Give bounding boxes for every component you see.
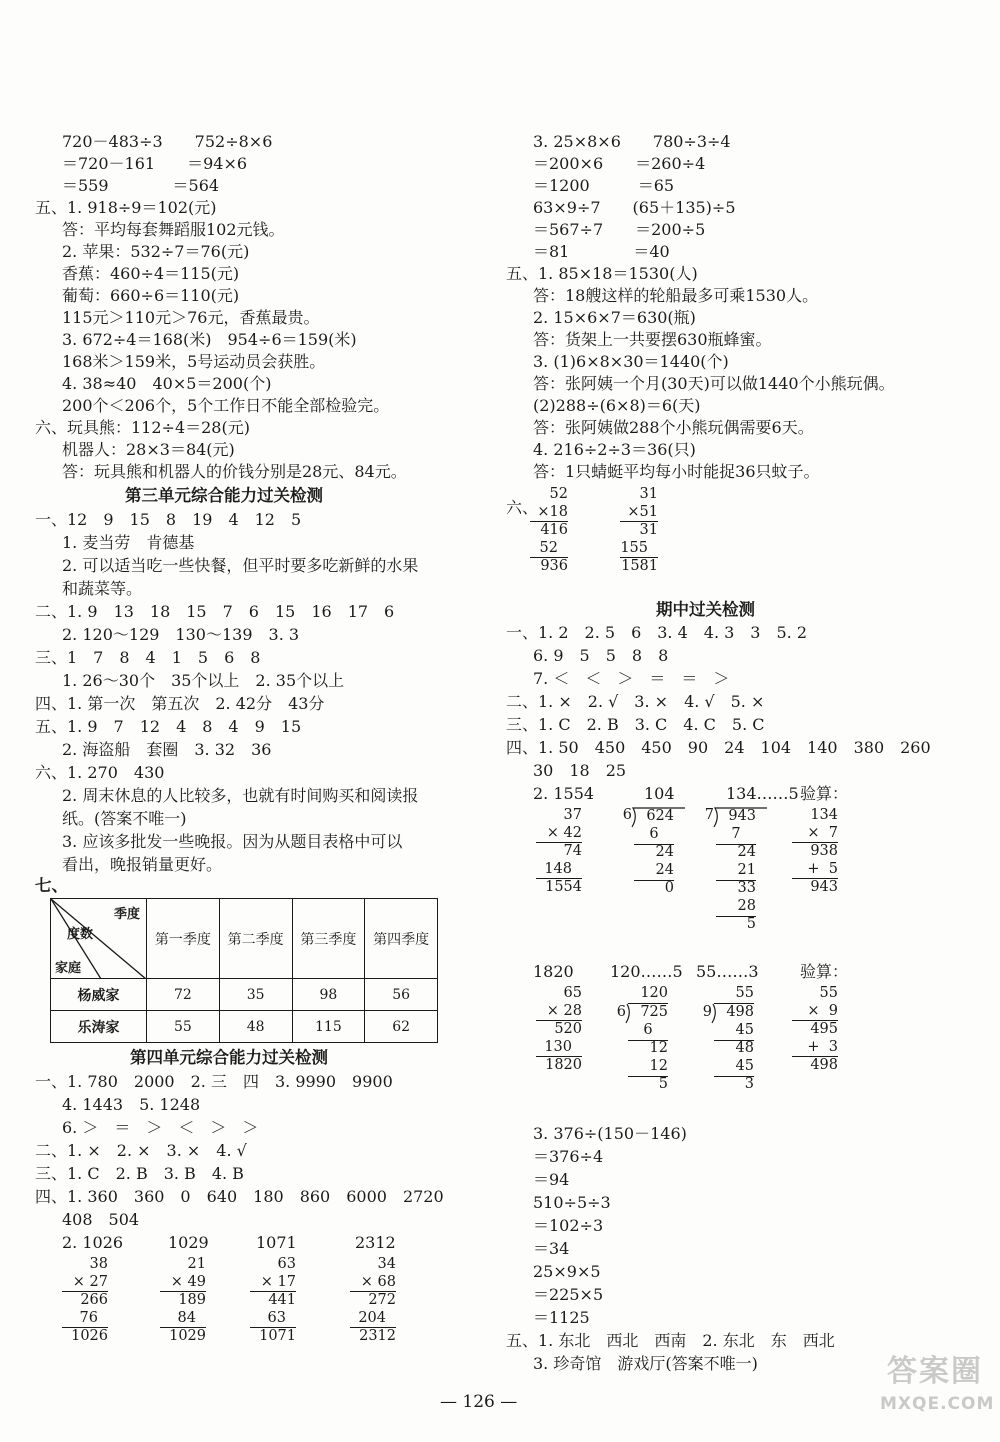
text-line: 200个＜206个，5个工作日不能全部检验完。: [62, 396, 390, 415]
vertical-multiplication: [536, 985, 582, 1075]
text-line: 3. 应该多批发一些晚报。因为从题目表格中可以: [62, 832, 403, 851]
text-line: 机器人：28×3＝84(元): [62, 440, 235, 459]
vertical-multiplication: [350, 1256, 396, 1346]
partial-product: 148: [536, 861, 582, 880]
division-step: 28: [716, 898, 756, 917]
partial-product: 76: [62, 1310, 108, 1329]
section-heading: 第三单元综合能力过关检测: [125, 486, 323, 505]
text-line: 五、1. 9 7 12 4 8 4 9 15: [35, 717, 302, 736]
text-line: ＝225×5: [533, 1285, 604, 1304]
text-line: 验算：: [800, 784, 849, 803]
header-family: 家庭: [55, 961, 82, 976]
diagonal-header-cell: [51, 899, 147, 979]
partial-product: 84: [160, 1310, 206, 1329]
text-line: 答：货架上一共要摆630瓶蜂蜜。: [533, 330, 772, 349]
operand: 34: [377, 1256, 396, 1272]
text-line: 1820: [533, 962, 574, 981]
text-line: 2. 海盗船 套圈 3. 32 36: [62, 740, 272, 759]
text-line: 三、1. C 2. B 3. B 4. B: [35, 1164, 244, 1183]
col-q1: 第一季度: [147, 899, 220, 979]
text-line: ＝567÷7 ＝200÷5: [533, 220, 706, 239]
text-line: 63×9÷7 (65＋135)÷5: [533, 198, 736, 217]
partial-product: 130: [536, 1039, 582, 1058]
operand: × 9: [792, 1003, 838, 1022]
operand: ×51: [620, 504, 658, 523]
text-line: 4. 38≈40 40×5＝200(个): [62, 374, 272, 393]
operand: × 17: [250, 1274, 296, 1293]
text-line: 一、12 9 15 8 19 4 12 5: [35, 510, 302, 529]
division-step: 24: [737, 844, 756, 860]
division-step: 24: [634, 862, 674, 881]
text-line: 2. 苹果：532÷7＝76(元): [62, 242, 250, 261]
product: 1071: [259, 1328, 296, 1344]
text-line: 六、玩具熊：112÷4＝28(元): [35, 418, 250, 437]
watermark-logo: [880, 1352, 995, 1436]
text-line: 和蔬菜等。: [62, 579, 143, 598]
check-calculation: [792, 985, 838, 1075]
long-division: [700, 985, 760, 1095]
text-line: 一、1. 2 2. 5 6 3. 4 4. 3 3 5. 2: [506, 623, 808, 642]
divisor: 6: [616, 1004, 626, 1020]
vertical-multiplication: [620, 486, 658, 576]
text-line: 看出，晚报销量更好。: [62, 855, 223, 874]
cell: 55: [147, 1011, 220, 1043]
operand: × 42: [536, 825, 582, 844]
vertical-multiplication: [536, 807, 582, 897]
section-label: 七、: [35, 876, 68, 895]
operand: 55: [819, 985, 838, 1001]
text-line: ＝376÷4: [533, 1147, 604, 1166]
text-line: 2312: [355, 1233, 396, 1252]
text-line: 7. ＜ ＜ ＞ ＝ ＝ ＞: [533, 669, 730, 688]
cell: 56: [365, 979, 438, 1011]
text-line: 四、1. 第一次 第五次 2. 42分 43分: [35, 694, 325, 713]
division-step: 12: [628, 1058, 668, 1077]
product: 1029: [169, 1328, 206, 1344]
text-line: 四、1. 50 450 450 90 24 104 140 380 260: [506, 738, 931, 757]
watermark-text: 答案圈: [887, 1354, 983, 1389]
text-line: 168米＞159米，5号运动员会获胜。: [62, 352, 326, 371]
watermark-url: MXQE.COM: [880, 1394, 995, 1414]
partial-result: 938: [810, 843, 838, 859]
text-line: 3. 672÷4＝168(米) 954÷6＝159(米): [62, 330, 357, 349]
operand: ×18: [530, 504, 568, 523]
text-line: 104: [644, 784, 675, 803]
cell: 115: [292, 1011, 365, 1043]
division-step: 7: [716, 826, 756, 845]
partial-product: 204: [350, 1310, 396, 1329]
text-line: 二、1. 9 13 18 15 7 6 15 16 17 6: [35, 602, 395, 621]
remainder: 5: [746, 916, 756, 932]
operand: × 68: [350, 1274, 396, 1293]
text-line: 答：玩具熊和机器人的价钱分别是28元、84元。: [62, 462, 407, 481]
dividend: 943: [728, 808, 756, 824]
cell: 48: [219, 1011, 292, 1043]
long-division: [702, 807, 762, 957]
cell: 35: [219, 979, 292, 1011]
quotient: 120: [628, 985, 668, 1004]
text-line: 二、1. × 2. √ 3. × 4. √ 5. ×: [506, 692, 765, 711]
remainder: 0: [664, 880, 674, 896]
section-heading: 第四单元综合能力过关检测: [130, 1048, 328, 1067]
text-line: 30 18 25: [533, 761, 627, 780]
text-line: 120……5: [610, 962, 683, 981]
text-line: 3. (1)6×8×30＝1440(个): [533, 352, 729, 371]
partial-product: 155: [620, 540, 658, 559]
text-line: 五、1. 85×18＝1530(人): [506, 264, 698, 283]
text-line: 2. 15×6×7＝630(瓶): [533, 308, 696, 327]
operand: + 5: [792, 861, 838, 880]
divisor: 9: [702, 1004, 712, 1020]
text-line: 2. 周末休息的人比较多，也就有时间购买和阅读报: [62, 786, 419, 805]
long-division: [614, 985, 674, 1095]
operand: 63: [277, 1256, 296, 1272]
operand: + 3: [792, 1039, 838, 1058]
text-line: ＝81 ＝40: [533, 242, 670, 261]
text-line: 2. 1554: [533, 784, 595, 803]
dividend: 498: [726, 1004, 754, 1020]
cell: 62: [365, 1011, 438, 1043]
operand: × 28: [536, 1003, 582, 1022]
text-line: 2. 1026: [62, 1233, 124, 1252]
text-line: ＝200×6 ＝260÷4: [533, 154, 706, 173]
operand: × 49: [160, 1274, 206, 1293]
vertical-multiplication: [160, 1256, 206, 1346]
partial-product: 63: [250, 1310, 296, 1329]
check-calculation: [792, 807, 838, 897]
text-line: 三、1. C 2. B 3. C 4. C 5. C: [506, 715, 765, 734]
text-line: 1029: [168, 1233, 209, 1252]
division-step: 6: [634, 826, 674, 845]
text-line: 4. 1443 5. 1248: [62, 1095, 201, 1114]
partial-product: 272: [368, 1292, 396, 1308]
text-line: 五、1. 东北 西北 西南 2. 东北 东 西北: [506, 1331, 835, 1350]
operand: 52: [549, 486, 568, 502]
text-line: 答：1只蜻蜓平均每小时能捉36只蚊子。: [533, 462, 820, 481]
long-division: [620, 807, 680, 917]
text-line: 2. 可以适当吃一些快餐，但平时要多吃新鲜的水果: [62, 556, 419, 575]
text-line: 3. 376÷(150－146): [533, 1124, 687, 1143]
text-line: 二、1. × 2. × 3. × 4. √: [35, 1141, 247, 1160]
text-line: 六、: [506, 498, 539, 517]
partial-result: 495: [810, 1021, 838, 1037]
operand: 65: [563, 985, 582, 1001]
division-step: 21: [716, 862, 756, 881]
divisor: 6: [622, 807, 632, 823]
page-number: — 126 —: [440, 1392, 518, 1412]
division-step: 45: [714, 1058, 754, 1077]
text-line: 3. 25×8×6 780÷3÷4: [533, 132, 731, 151]
division-step: 12: [649, 1040, 668, 1056]
product: 1554: [545, 879, 582, 895]
text-line: (2)288÷(6×8)＝6(天): [533, 396, 701, 415]
dividend: 725: [640, 1004, 668, 1020]
divisor: 7: [704, 807, 714, 823]
text-line: 四、1. 360 360 0 640 180 860 6000 2720: [35, 1187, 444, 1206]
product: 2312: [359, 1328, 396, 1344]
division-step: 24: [655, 844, 674, 860]
text-line: 香蕉：460÷4＝115(元): [62, 264, 240, 283]
division-step: 45: [714, 1022, 754, 1041]
result: 943: [810, 879, 838, 895]
product: 1581: [621, 558, 658, 574]
text-line: ＝1200 ＝65: [533, 176, 675, 195]
text-line: ＝34: [533, 1239, 570, 1258]
row-label: 乐涛家: [51, 1011, 147, 1043]
text-line: 六、1. 270 430: [35, 763, 165, 782]
col-q2: 第二季度: [219, 899, 292, 979]
text-line: 25×9×5: [533, 1262, 601, 1281]
text-line: 134……5: [726, 784, 799, 803]
quotient: 55: [714, 985, 754, 1004]
product: 1820: [545, 1057, 582, 1073]
text-line: 答：张阿姨做288个小熊玩偶需要6天。: [533, 418, 814, 437]
text-line: ＝94: [533, 1170, 570, 1189]
partial-product: 266: [80, 1292, 108, 1308]
text-line: 葡萄：660÷6＝110(元): [62, 286, 240, 305]
section-heading: 期中过关检测: [656, 600, 755, 619]
operand: 134: [810, 807, 838, 823]
text-line: 1071: [256, 1233, 297, 1252]
text-line: 408 504: [62, 1210, 140, 1229]
operand: × 7: [792, 825, 838, 844]
text-line: 三、1 7 8 4 1 5 6 8: [35, 648, 261, 667]
partial-product: 74: [563, 843, 582, 859]
text-line: 6. 9 5 5 8 8: [533, 646, 669, 665]
text-line: 6. ＞ ＝ ＞ ＜ ＞ ＞: [62, 1118, 259, 1137]
operand: 38: [89, 1256, 108, 1272]
header-count: 度数: [67, 927, 94, 942]
text-line: 4. 216÷2÷3＝36(只): [533, 440, 696, 459]
text-line: 1. 麦当劳 肯德基: [62, 533, 195, 552]
operand: 37: [563, 807, 582, 823]
season-table: [50, 898, 438, 1043]
partial-product: 441: [268, 1292, 296, 1308]
text-line: 115元＞110元＞76元，香蕉最贵。: [62, 308, 320, 327]
row-label: 杨威家: [51, 979, 147, 1011]
col-q3: 第三季度: [292, 899, 365, 979]
cell: 98: [292, 979, 365, 1011]
text-line: 五、1. 918÷9＝102(元): [35, 198, 217, 217]
text-line: 答：18艘这样的轮船最多可乘1530人。: [533, 286, 819, 305]
division-step: 6: [628, 1022, 668, 1041]
partial-product: 520: [554, 1021, 582, 1037]
cell: 72: [147, 979, 220, 1011]
product: 1026: [71, 1328, 108, 1344]
partial-product: 31: [639, 522, 658, 538]
text-line: 答：张阿姨一个月(30天)可以做1440个小熊玩偶。: [533, 374, 895, 393]
text-line: 纸。(答案不唯一): [62, 809, 187, 828]
text-line: 答：平均每套舞蹈服102元钱。: [62, 220, 285, 239]
partial-product: 52: [530, 540, 568, 559]
vertical-multiplication: [250, 1256, 296, 1346]
text-line: 3. 珍奇馆 游戏厅(答案不唯一): [533, 1354, 758, 1373]
text-line: ＝720－161 ＝94×6: [62, 154, 248, 173]
operand: 31: [639, 486, 658, 502]
text-line: 510÷5÷3: [533, 1193, 611, 1212]
dividend: 624: [646, 808, 674, 824]
text-line: ＝559 ＝564: [62, 176, 220, 195]
division-step: 48: [735, 1040, 754, 1056]
product: 936: [540, 558, 568, 574]
operand: × 27: [62, 1274, 108, 1293]
text-line: 720－483÷3 752÷8×6: [62, 132, 273, 151]
col-q4: 第四季度: [365, 899, 438, 979]
remainder: 3: [744, 1076, 754, 1092]
operand: 21: [187, 1256, 206, 1272]
text-line: 55……3: [696, 962, 759, 981]
text-line: 2. 120～129 130～139 3. 3: [62, 625, 300, 644]
text-line: ＝1125: [533, 1308, 590, 1327]
result: 498: [810, 1057, 838, 1073]
text-line: ＝102÷3: [533, 1216, 604, 1235]
header-season: 季度: [113, 907, 140, 922]
division-step: 33: [737, 880, 756, 896]
remainder: 5: [658, 1076, 668, 1092]
partial-product: 416: [540, 522, 568, 538]
text-line: 1. 26～30个 35个以上 2. 35个以上: [62, 671, 345, 690]
text-line: 验算：: [800, 962, 849, 981]
vertical-multiplication: [62, 1256, 108, 1346]
partial-product: 189: [178, 1292, 206, 1308]
vertical-multiplication: [530, 486, 568, 576]
text-line: 一、1. 780 2000 2. 三 四 3. 9990 9900: [35, 1072, 393, 1091]
